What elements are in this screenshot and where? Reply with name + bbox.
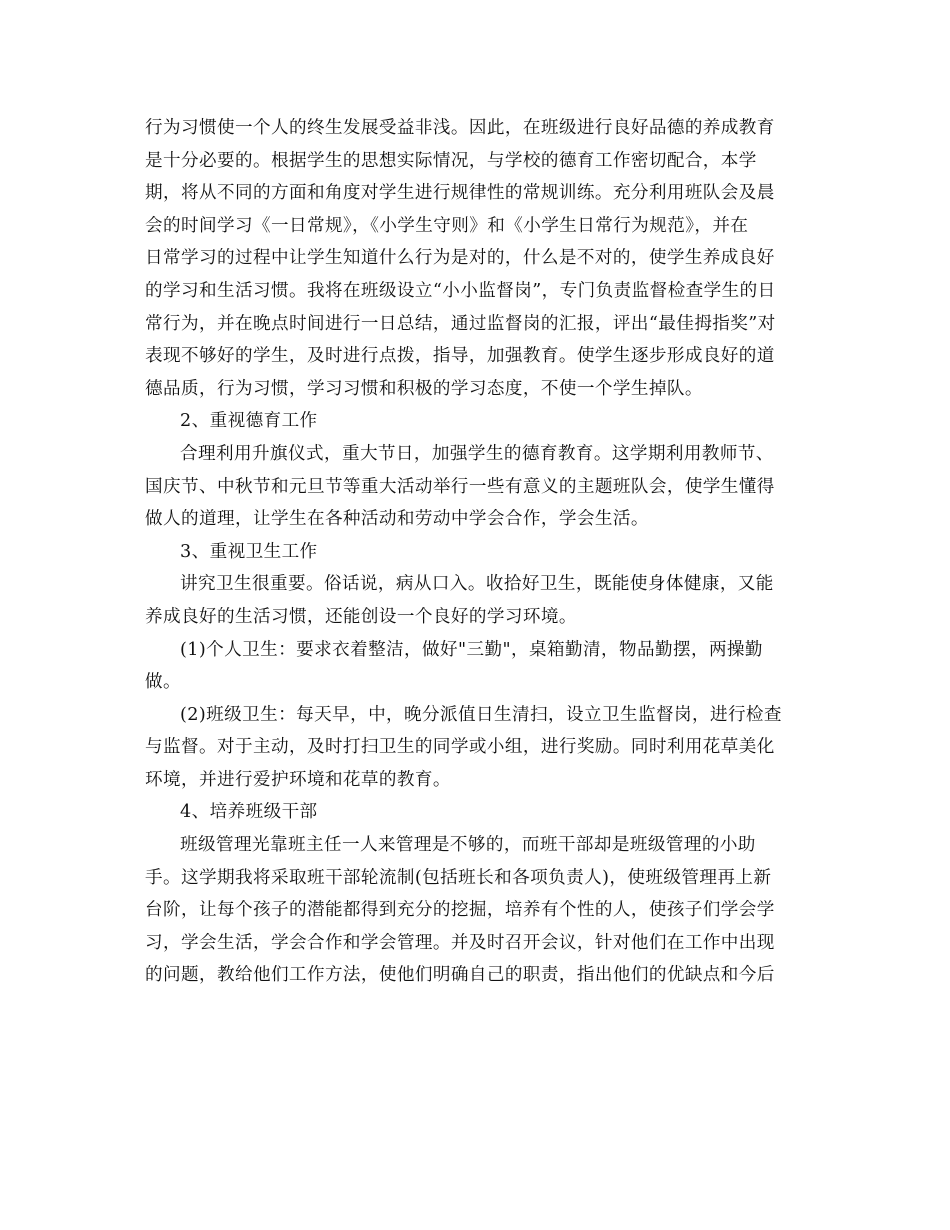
text-line: 是十分必要的。根据学生的思想实际情况，与学校的德育工作密切配合，本学	[145, 150, 757, 171]
text-line: 的问题，教给他们工作方法，使他们明确自己的职责，指出他们的优缺点和今后	[145, 965, 775, 986]
text-line: 日常学习的过程中让学生知道什么行为是对的，什么是不对的，使学生养成良好	[145, 248, 775, 269]
text-line: 德品质，行为习惯，学习习惯和积极的学习态度，不使一个学生掉队。	[145, 378, 703, 399]
text-line: 会的时间学习《一日常规》，《小学生守则》和《小学生日常行为规范》，并在	[145, 215, 749, 236]
text-line: 养成良好的生活习惯，还能创设一个良好的学习环境。	[145, 606, 577, 627]
text-line: 表现不够好的学生，及时进行点拨，指导，加强教育。使学生逐步形成良好的道	[145, 346, 775, 367]
text-line: 国庆节、中秋节和元旦节等重大活动举行一些有意义的主题班队会，使学生懂得	[145, 476, 775, 497]
text-line: 行为习惯使一个人的终生发展受益非浅。因此，在班级进行良好品德的养成教育	[145, 118, 775, 138]
text-line: 4、培养班级干部	[180, 802, 318, 823]
text-line: 期，将从不同的方面和角度对学生进行规律性的常规训练。充分利用班队会及晨	[145, 183, 775, 204]
text-line: 做人的道理，让学生在各种活动和劳动中学会合作，学会生活。	[145, 509, 649, 530]
text-line: 做。	[145, 672, 181, 693]
text-line: 台阶，让每个孩子的潜能都得到充分的挖掘，培养有个性的人，使孩子们学会学	[145, 900, 775, 921]
text-line: 合理利用升旗仪式，重大节日，加强学生的德育教育。这学期利用教师节、	[180, 443, 774, 464]
text-line: 环境，并进行爱护环境和花草的教育。	[145, 769, 451, 790]
text-line: 班级管理光靠班主任一人来管理是不够的，而班干部却是班级管理的小助	[180, 835, 756, 856]
text-line: 手。这学期我将采取班干部轮流制(包括班长和各项负责人)，使班级管理再上新	[145, 867, 772, 888]
text-line: 讲究卫生很重要。俗话说，病从口入。收拾好卫生，既能使身体健康，又能	[180, 574, 774, 595]
text-line: 习，学会生活，学会合作和学会管理。并及时召开会议，针对他们在工作中出现	[145, 932, 775, 953]
text-line: 与监督。对于主动，及时打扫卫生的同学或小组，进行奖励。同时利用花草美化	[145, 737, 775, 758]
text-line: (1)个人卫生：要求衣着整洁，做好"三勤"，桌箱勤清，物品勤摆，两操勤	[180, 639, 763, 660]
text-line: 3、重视卫生工作	[180, 541, 318, 562]
text-line: 常行为，并在晚点时间进行一日总结，通过监督岗的汇报，评出“最佳拇指奖”对	[145, 313, 776, 334]
text-line: 的学习和生活习惯。我将在班级设立“小小监督岗”，专门负责监督检查学生的日	[145, 280, 776, 301]
document-body	[145, 112, 815, 992]
text-line: (2)班级卫生：每天早，中，晚分派值日生清扫，设立卫生监督岗，进行检查	[180, 704, 782, 725]
text-line: 2、重视德育工作	[180, 411, 318, 432]
